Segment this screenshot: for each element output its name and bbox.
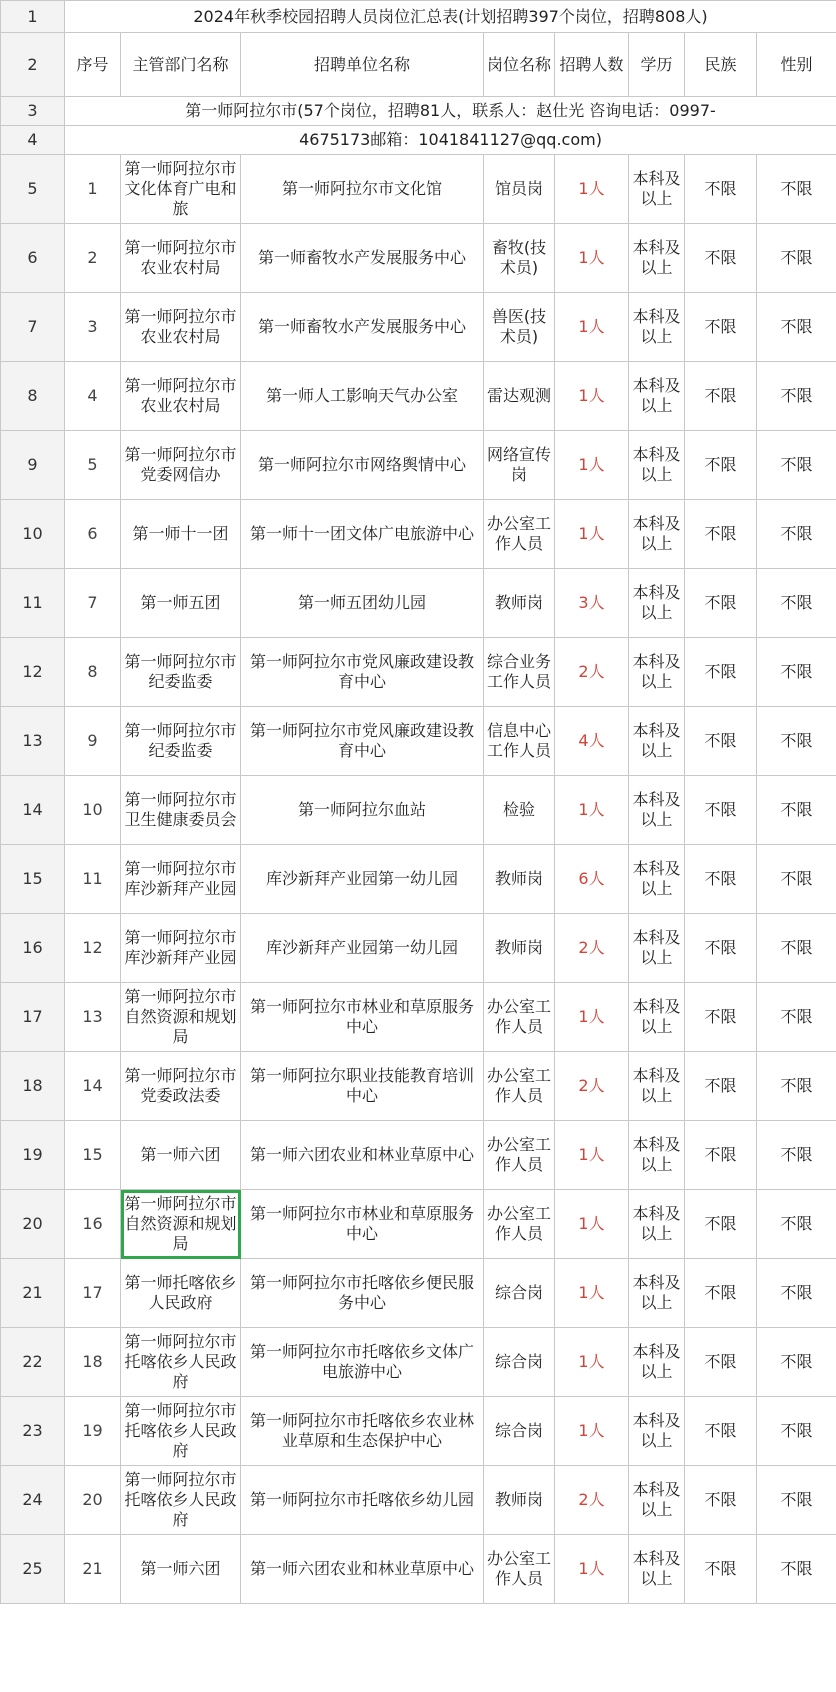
cell-post[interactable]: 雷达观测 — [484, 362, 555, 431]
cell-education[interactable]: 本科及以上 — [629, 914, 685, 983]
table-row — [1, 224, 836, 293]
cell-count[interactable]: 6人 — [555, 845, 629, 914]
row-number[interactable]: 25 — [1, 1535, 65, 1604]
cell-education[interactable]: 本科及以上 — [629, 1259, 685, 1328]
header-post[interactable]: 岗位名称 — [484, 33, 555, 97]
cell-gender[interactable]: 不限 — [757, 1259, 836, 1328]
row-number[interactable]: 5 — [1, 155, 65, 224]
table-row — [1, 983, 836, 1052]
cell-dept[interactable]: 第一师阿拉尔市农业农村局 — [121, 362, 241, 431]
cell-dept[interactable]: 第一师阿拉尔市托喀依乡人民政府 — [121, 1466, 241, 1535]
cell-ethnicity[interactable]: 不限 — [685, 569, 757, 638]
cell-post[interactable]: 办公室工作人员 — [484, 500, 555, 569]
cell-post[interactable]: 信息中心工作人员 — [484, 707, 555, 776]
cell-count[interactable]: 1人 — [555, 155, 629, 224]
cell-unit[interactable]: 第一师六团农业和林业草原中心 — [241, 1535, 484, 1604]
section-info-line2[interactable]: 4675173邮箱：1041841127@qq.com) — [65, 126, 836, 155]
cell-seq[interactable]: 3 — [65, 293, 121, 362]
cell-seq[interactable]: 12 — [65, 914, 121, 983]
cell-count[interactable]: 2人 — [555, 1466, 629, 1535]
cell-post[interactable]: 兽医(技术员) — [484, 293, 555, 362]
cell-seq[interactable]: 18 — [65, 1328, 121, 1397]
cell-count[interactable]: 1人 — [555, 1535, 629, 1604]
cell-unit[interactable]: 第一师阿拉尔市托喀依乡便民服务中心 — [241, 1259, 484, 1328]
cell-dept[interactable]: 第一师托喀依乡人民政府 — [121, 1259, 241, 1328]
cell-unit[interactable]: 第一师阿拉尔市文化馆 — [241, 155, 484, 224]
cell-seq[interactable]: 9 — [65, 707, 121, 776]
cell-dept[interactable]: 第一师阿拉尔市党委政法委 — [121, 1052, 241, 1121]
cell-count[interactable]: 1人 — [555, 1121, 629, 1190]
cell-education[interactable]: 本科及以上 — [629, 293, 685, 362]
cell-ethnicity[interactable]: 不限 — [685, 155, 757, 224]
cell-dept[interactable]: 第一师阿拉尔市纪委监委 — [121, 707, 241, 776]
cell-dept[interactable]: 第一师十一团 — [121, 500, 241, 569]
cell-gender[interactable]: 不限 — [757, 638, 836, 707]
row-number[interactable]: 9 — [1, 431, 65, 500]
cell-seq[interactable]: 11 — [65, 845, 121, 914]
cell-dept[interactable]: 第一师阿拉尔市纪委监委 — [121, 638, 241, 707]
cell-dept[interactable]: 第一师阿拉尔市库沙新拜产业园 — [121, 914, 241, 983]
row-number[interactable]: 23 — [1, 1397, 65, 1466]
sheet-title[interactable]: 2024年秋季校园招聘人员岗位汇总表(计划招聘397个岗位，招聘808人) — [65, 1, 836, 33]
cell-count[interactable]: 2人 — [555, 638, 629, 707]
cell-seq[interactable]: 5 — [65, 431, 121, 500]
header-row — [1, 33, 836, 97]
row-number[interactable]: 1 — [1, 1, 65, 33]
cell-dept[interactable]: 第一师阿拉尔市自然资源和规划局 — [121, 983, 241, 1052]
cell-seq[interactable]: 1 — [65, 155, 121, 224]
cell-education[interactable]: 本科及以上 — [629, 1535, 685, 1604]
cell-count[interactable]: 1人 — [555, 1397, 629, 1466]
cell-dept[interactable]: 第一师阿拉尔市托喀依乡人民政府 — [121, 1397, 241, 1466]
table-row — [1, 776, 836, 845]
cell-unit[interactable]: 第一师阿拉尔市党风廉政建设教育中心 — [241, 638, 484, 707]
cell-count[interactable]: 4人 — [555, 707, 629, 776]
table-row — [1, 1466, 836, 1535]
cell-post[interactable]: 教师岗 — [484, 1466, 555, 1535]
row-number[interactable]: 3 — [1, 97, 65, 126]
header-education[interactable]: 学历 — [629, 33, 685, 97]
cell-ethnicity[interactable]: 不限 — [685, 1328, 757, 1397]
cell-education[interactable]: 本科及以上 — [629, 569, 685, 638]
header-unit[interactable]: 招聘单位名称 — [241, 33, 484, 97]
cell-education[interactable]: 本科及以上 — [629, 1328, 685, 1397]
row-number[interactable]: 22 — [1, 1328, 65, 1397]
cell-ethnicity[interactable]: 不限 — [685, 1052, 757, 1121]
cell-education[interactable]: 本科及以上 — [629, 362, 685, 431]
cell-count[interactable]: 1人 — [555, 776, 629, 845]
cell-post[interactable]: 畜牧(技术员) — [484, 224, 555, 293]
table-row — [1, 914, 836, 983]
cell-unit[interactable]: 第一师阿拉尔市网络舆情中心 — [241, 431, 484, 500]
cell-education[interactable]: 本科及以上 — [629, 776, 685, 845]
cell-ethnicity[interactable]: 不限 — [685, 845, 757, 914]
cell-post[interactable]: 综合岗 — [484, 1397, 555, 1466]
cell-unit[interactable]: 第一师阿拉尔市托喀依乡文体广电旅游中心 — [241, 1328, 484, 1397]
cell-seq[interactable]: 15 — [65, 1121, 121, 1190]
cell-gender[interactable]: 不限 — [757, 224, 836, 293]
cell-dept[interactable]: 第一师阿拉尔市库沙新拜产业园 — [121, 845, 241, 914]
row-number[interactable]: 2 — [1, 33, 65, 97]
cell-education[interactable]: 本科及以上 — [629, 1466, 685, 1535]
cell-unit[interactable]: 第一师六团农业和林业草原中心 — [241, 1121, 484, 1190]
row-number[interactable]: 10 — [1, 500, 65, 569]
cell-seq[interactable]: 7 — [65, 569, 121, 638]
cell-count[interactable]: 1人 — [555, 362, 629, 431]
cell-education[interactable]: 本科及以上 — [629, 224, 685, 293]
cell-education[interactable]: 本科及以上 — [629, 707, 685, 776]
table-row — [1, 155, 836, 224]
table-row — [1, 1535, 836, 1604]
cell-seq[interactable]: 8 — [65, 638, 121, 707]
cell-count[interactable]: 1人 — [555, 1328, 629, 1397]
section-row — [1, 97, 836, 126]
cell-gender[interactable]: 不限 — [757, 983, 836, 1052]
cell-dept[interactable]: 第一师六团 — [121, 1121, 241, 1190]
cell-ethnicity[interactable]: 不限 — [685, 1535, 757, 1604]
cell-post[interactable]: 教师岗 — [484, 845, 555, 914]
cell-ethnicity[interactable]: 不限 — [685, 1190, 757, 1259]
cell-gender[interactable]: 不限 — [757, 1052, 836, 1121]
cell-education[interactable]: 本科及以上 — [629, 155, 685, 224]
cell-education[interactable]: 本科及以上 — [629, 1190, 685, 1259]
cell-count[interactable]: 3人 — [555, 569, 629, 638]
table-row — [1, 1397, 836, 1466]
cell-ethnicity[interactable]: 不限 — [685, 500, 757, 569]
row-number[interactable]: 15 — [1, 845, 65, 914]
cell-gender[interactable]: 不限 — [757, 776, 836, 845]
table-row — [1, 845, 836, 914]
cell-ethnicity[interactable]: 不限 — [685, 776, 757, 845]
cell-unit[interactable]: 第一师五团幼儿园 — [241, 569, 484, 638]
row-number[interactable]: 17 — [1, 983, 65, 1052]
cell-post[interactable]: 办公室工作人员 — [484, 1121, 555, 1190]
cell-count[interactable]: 1人 — [555, 1259, 629, 1328]
cell-post[interactable]: 综合岗 — [484, 1328, 555, 1397]
cell-unit[interactable]: 第一师人工影响天气办公室 — [241, 362, 484, 431]
table-row — [1, 569, 836, 638]
row-number[interactable]: 18 — [1, 1052, 65, 1121]
cell-ethnicity[interactable]: 不限 — [685, 1259, 757, 1328]
cell-count[interactable]: 1人 — [555, 983, 629, 1052]
cell-count[interactable]: 1人 — [555, 224, 629, 293]
cell-ethnicity[interactable]: 不限 — [685, 1121, 757, 1190]
header-dept[interactable]: 主管部门名称 — [121, 33, 241, 97]
cell-unit[interactable]: 第一师阿拉尔市林业和草原服务中心 — [241, 1190, 484, 1259]
table-row — [1, 707, 836, 776]
cell-dept[interactable]: 第一师阿拉尔市农业农村局 — [121, 293, 241, 362]
cell-count[interactable]: 2人 — [555, 1052, 629, 1121]
cell-post[interactable]: 办公室工作人员 — [484, 983, 555, 1052]
cell-ethnicity[interactable]: 不限 — [685, 224, 757, 293]
cell-gender[interactable]: 不限 — [757, 1397, 836, 1466]
cell-education[interactable]: 本科及以上 — [629, 638, 685, 707]
header-gender[interactable]: 性别 — [757, 33, 836, 97]
cell-seq[interactable]: 20 — [65, 1466, 121, 1535]
cell-ethnicity[interactable]: 不限 — [685, 914, 757, 983]
cell-post[interactable]: 教师岗 — [484, 914, 555, 983]
row-number[interactable]: 19 — [1, 1121, 65, 1190]
cell-post[interactable]: 综合业务工作人员 — [484, 638, 555, 707]
cell-seq[interactable]: 6 — [65, 500, 121, 569]
cell-unit[interactable]: 第一师十一团文体广电旅游中心 — [241, 500, 484, 569]
cell-gender[interactable]: 不限 — [757, 845, 836, 914]
table-row — [1, 1052, 836, 1121]
cell-count[interactable]: 1人 — [555, 431, 629, 500]
row-number[interactable]: 13 — [1, 707, 65, 776]
cell-gender[interactable]: 不限 — [757, 1535, 836, 1604]
cell-unit[interactable]: 第一师阿拉尔市党风廉政建设教育中心 — [241, 707, 484, 776]
row-number[interactable]: 4 — [1, 126, 65, 155]
cell-count[interactable]: 1人 — [555, 1190, 629, 1259]
cell-gender[interactable]: 不限 — [757, 155, 836, 224]
row-number[interactable]: 7 — [1, 293, 65, 362]
cell-ethnicity[interactable]: 不限 — [685, 362, 757, 431]
cell-education[interactable]: 本科及以上 — [629, 1052, 685, 1121]
cell-dept[interactable]: 第一师阿拉尔市托喀依乡人民政府 — [121, 1328, 241, 1397]
row-number[interactable]: 20 — [1, 1190, 65, 1259]
cell-gender[interactable]: 不限 — [757, 707, 836, 776]
cell-dept[interactable]: 第一师阿拉尔市文化体育广电和旅 — [121, 155, 241, 224]
table-row — [1, 1190, 836, 1259]
cell-ethnicity[interactable]: 不限 — [685, 1397, 757, 1466]
cell-gender[interactable]: 不限 — [757, 293, 836, 362]
cell-seq[interactable]: 10 — [65, 776, 121, 845]
cell-gender[interactable]: 不限 — [757, 1190, 836, 1259]
cell-dept[interactable]: 第一师六团 — [121, 1535, 241, 1604]
cell-seq[interactable]: 19 — [65, 1397, 121, 1466]
cell-count[interactable]: 2人 — [555, 914, 629, 983]
table-row — [1, 293, 836, 362]
row-number[interactable]: 21 — [1, 1259, 65, 1328]
cell-education[interactable]: 本科及以上 — [629, 1121, 685, 1190]
cell-unit[interactable]: 第一师阿拉尔市托喀依乡幼儿园 — [241, 1466, 484, 1535]
cell-unit[interactable]: 第一师阿拉尔职业技能教育培训中心 — [241, 1052, 484, 1121]
cell-dept[interactable]: 第一师阿拉尔市卫生健康委员会 — [121, 776, 241, 845]
table-row — [1, 1259, 836, 1328]
cell-post[interactable]: 办公室工作人员 — [484, 1535, 555, 1604]
cell-post[interactable]: 教师岗 — [484, 569, 555, 638]
table-row — [1, 1121, 836, 1190]
section-row — [1, 126, 836, 155]
cell-seq[interactable]: 2 — [65, 224, 121, 293]
cell-post[interactable]: 综合岗 — [484, 1259, 555, 1328]
header-count[interactable]: 招聘人数 — [555, 33, 629, 97]
table-row — [1, 362, 836, 431]
row-number[interactable]: 16 — [1, 914, 65, 983]
cell-education[interactable]: 本科及以上 — [629, 845, 685, 914]
cell-dept[interactable]: 第一师阿拉尔市自然资源和规划局 — [121, 1190, 241, 1259]
cell-ethnicity[interactable]: 不限 — [685, 983, 757, 1052]
row-number[interactable]: 11 — [1, 569, 65, 638]
cell-ethnicity[interactable]: 不限 — [685, 1466, 757, 1535]
cell-count[interactable]: 1人 — [555, 293, 629, 362]
cell-gender[interactable]: 不限 — [757, 362, 836, 431]
cell-seq[interactable]: 16 — [65, 1190, 121, 1259]
cell-gender[interactable]: 不限 — [757, 500, 836, 569]
row-number[interactable]: 14 — [1, 776, 65, 845]
cell-seq[interactable]: 17 — [65, 1259, 121, 1328]
cell-education[interactable]: 本科及以上 — [629, 431, 685, 500]
cell-unit[interactable]: 第一师阿拉尔市托喀依乡农业林业草原和生态保护中心 — [241, 1397, 484, 1466]
cell-dept[interactable]: 第一师五团 — [121, 569, 241, 638]
section-info-line1[interactable]: 第一师阿拉尔市(57个岗位，招聘81人，联系人：赵仕光 咨询电话：0997- — [65, 97, 836, 126]
cell-ethnicity[interactable]: 不限 — [685, 707, 757, 776]
row-number[interactable]: 6 — [1, 224, 65, 293]
cell-education[interactable]: 本科及以上 — [629, 1397, 685, 1466]
cell-unit[interactable]: 库沙新拜产业园第一幼儿园 — [241, 914, 484, 983]
cell-unit[interactable]: 第一师畜牧水产发展服务中心 — [241, 224, 484, 293]
cell-seq[interactable]: 14 — [65, 1052, 121, 1121]
cell-ethnicity[interactable]: 不限 — [685, 293, 757, 362]
header-seq[interactable]: 序号 — [65, 33, 121, 97]
cell-count[interactable]: 1人 — [555, 500, 629, 569]
cell-dept[interactable]: 第一师阿拉尔市农业农村局 — [121, 224, 241, 293]
row-number[interactable]: 12 — [1, 638, 65, 707]
cell-gender[interactable]: 不限 — [757, 569, 836, 638]
cell-unit[interactable]: 第一师阿拉尔血站 — [241, 776, 484, 845]
table-row — [1, 500, 836, 569]
header-ethnicity[interactable]: 民族 — [685, 33, 757, 97]
title-row — [1, 1, 836, 33]
table-row — [1, 638, 836, 707]
cell-post[interactable]: 办公室工作人员 — [484, 1052, 555, 1121]
cell-dept[interactable]: 第一师阿拉尔市党委网信办 — [121, 431, 241, 500]
cell-gender[interactable]: 不限 — [757, 1328, 836, 1397]
table-row — [1, 1328, 836, 1397]
cell-ethnicity[interactable]: 不限 — [685, 638, 757, 707]
cell-seq[interactable]: 4 — [65, 362, 121, 431]
cell-post[interactable]: 检验 — [484, 776, 555, 845]
table-row — [1, 431, 836, 500]
cell-post[interactable]: 馆员岗 — [484, 155, 555, 224]
cell-seq[interactable]: 13 — [65, 983, 121, 1052]
cell-unit[interactable]: 库沙新拜产业园第一幼儿园 — [241, 845, 484, 914]
cell-gender[interactable]: 不限 — [757, 431, 836, 500]
cell-gender[interactable]: 不限 — [757, 914, 836, 983]
cell-education[interactable]: 本科及以上 — [629, 983, 685, 1052]
row-number[interactable]: 24 — [1, 1466, 65, 1535]
cell-gender[interactable]: 不限 — [757, 1466, 836, 1535]
cell-gender[interactable]: 不限 — [757, 1121, 836, 1190]
cell-post[interactable]: 办公室工作人员 — [484, 1190, 555, 1259]
cell-ethnicity[interactable]: 不限 — [685, 431, 757, 500]
row-number[interactable]: 8 — [1, 362, 65, 431]
cell-unit[interactable]: 第一师畜牧水产发展服务中心 — [241, 293, 484, 362]
cell-education[interactable]: 本科及以上 — [629, 500, 685, 569]
cell-unit[interactable]: 第一师阿拉尔市林业和草原服务中心 — [241, 983, 484, 1052]
cell-post[interactable]: 网络宣传岗 — [484, 431, 555, 500]
cell-seq[interactable]: 21 — [65, 1535, 121, 1604]
